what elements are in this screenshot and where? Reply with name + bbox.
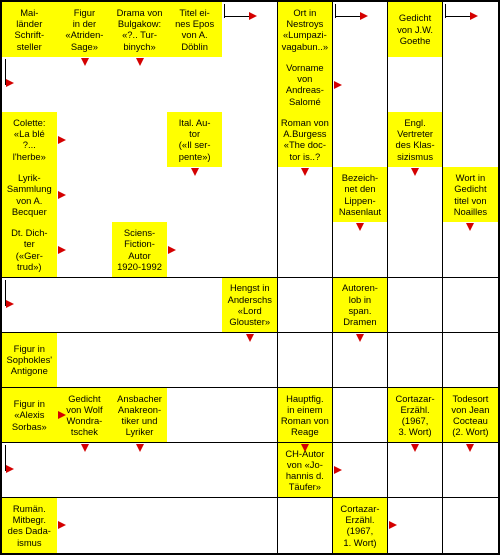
clue-cell: [443, 388, 498, 444]
answer-cell[interactable]: [222, 167, 278, 223]
answer-cell[interactable]: [443, 57, 498, 113]
answer-cell[interactable]: [443, 498, 498, 553]
answer-cell[interactable]: [57, 333, 113, 389]
clue-cell: [2, 388, 58, 444]
arrow-down-icon: [191, 168, 199, 176]
answer-cell[interactable]: [167, 443, 223, 499]
clue-text: Autoren- lob in span. Dramen: [341, 282, 378, 327]
arrow-right-icon: [58, 191, 66, 199]
clue-text: Cortazar- Erzähl. (1967, 1. Wort): [340, 503, 380, 548]
answer-cell[interactable]: [443, 278, 498, 334]
answer-cell[interactable]: [112, 112, 168, 168]
arrow-down-icon: [466, 223, 474, 231]
clue-text: Drama von Bulgakow: «?.. Tur- binych»: [116, 6, 163, 52]
answer-cell[interactable]: [167, 57, 223, 113]
answer-cell[interactable]: [222, 57, 278, 113]
answer-cell[interactable]: [388, 57, 444, 113]
answer-cell[interactable]: [57, 278, 113, 334]
clue-text: Vorname von Andreas- Salomé: [285, 61, 324, 107]
clue-text: Figur in der «Atriden- Sage»: [65, 6, 104, 52]
clue-text: Dt. Dich- ter («Ger- trud»): [11, 227, 48, 272]
clue-text: Hauptfig. in einem Roman von Reage: [280, 392, 329, 438]
arrow-down-icon: [81, 444, 89, 452]
arrow-down-icon: [356, 334, 364, 342]
clue-cell: [333, 167, 389, 223]
clue-text: Titel ei- nes Epos von A. Döblin: [175, 6, 215, 52]
answer-cell[interactable]: [167, 498, 223, 553]
arrow-down-icon: [301, 168, 309, 176]
answer-cell[interactable]: [278, 498, 334, 553]
clue-cell: [278, 2, 334, 58]
answer-cell[interactable]: [167, 278, 223, 334]
answer-cell[interactable]: [222, 498, 278, 553]
answer-cell[interactable]: [333, 112, 389, 168]
arrow-down-icon: [356, 223, 364, 231]
answer-cell[interactable]: [222, 2, 278, 58]
arrow-down-icon: [411, 168, 419, 176]
answer-cell[interactable]: [112, 333, 168, 389]
answer-cell[interactable]: [443, 333, 498, 389]
arrow-down-icon: [81, 58, 89, 66]
clue-text: Rumän. Mitbegr. des Dada- ismus: [7, 503, 51, 548]
clue-text: Cortazar- Erzähl. (1967, 3. Wort): [395, 392, 435, 438]
clue-cell: [2, 2, 58, 58]
answer-cell[interactable]: [333, 2, 389, 58]
clue-text: Ansbacher Anakreon- tiker und Lyriker: [117, 392, 162, 438]
arrow-down-icon: [136, 58, 144, 66]
arrow-right-icon: [58, 411, 66, 419]
answer-cell[interactable]: [278, 222, 334, 278]
answer-cell[interactable]: [222, 443, 278, 499]
clue-cell: [167, 112, 223, 168]
clue-cell: [57, 2, 113, 58]
answer-cell[interactable]: [443, 112, 498, 168]
clue-text: Figur in Sophokles' Antigone: [6, 343, 53, 377]
arrow-right-icon: [334, 466, 342, 474]
clue-cell: [2, 498, 58, 553]
arrow-right-icon: [58, 521, 66, 529]
clue-text: Hengst in Anderschs «Lord Glouster»: [227, 282, 272, 327]
clue-text: Wort in Gedicht titel von Noailles: [453, 172, 488, 217]
answer-cell[interactable]: [388, 333, 444, 389]
clue-cell: [2, 333, 58, 389]
clue-cell: [2, 222, 58, 278]
arrow-down-icon: [136, 444, 144, 452]
clue-cell: [167, 2, 223, 58]
clue-cell: [2, 112, 58, 168]
clue-text: Sciens- Fiction- Autor 1920-1992: [117, 227, 162, 272]
arrow-down-icon: [301, 444, 309, 452]
answer-cell[interactable]: [112, 498, 168, 553]
answer-cell[interactable]: [443, 2, 498, 58]
clue-text: Engl. Vertreter des Klas- sizismus: [395, 117, 435, 162]
answer-cell[interactable]: [112, 167, 168, 223]
answer-cell[interactable]: [333, 388, 389, 444]
answer-cell[interactable]: [388, 278, 444, 334]
clue-cell: [388, 2, 444, 58]
answer-cell[interactable]: [278, 278, 334, 334]
answer-cell[interactable]: [222, 222, 278, 278]
clue-cell: [112, 388, 168, 444]
arrow-right-icon: [334, 81, 342, 89]
answer-cell[interactable]: [167, 388, 223, 444]
answer-cell[interactable]: [388, 222, 444, 278]
clue-cell: [278, 388, 334, 444]
clue-text: Figur in «Alexis Sorbas»: [11, 398, 47, 432]
clue-cell: [112, 2, 168, 58]
clue-cell: [278, 112, 334, 168]
arrow-down-icon: [246, 334, 254, 342]
clue-text: Ort in Nestroys «Lumpazi- vagabun..»: [281, 6, 329, 52]
clue-text: Colette: «La blé ?... l'herbe»: [12, 117, 46, 162]
answer-cell[interactable]: [222, 388, 278, 444]
arrow-right-icon: [58, 246, 66, 254]
clue-text: Lyrik- Sammlung von A. Becquer: [6, 172, 52, 217]
clue-text: Roman von A.Burgess «The doc- tor is..?: [280, 117, 329, 162]
clue-text: CH-Autor von «Jo- hannis d. Täufer»: [285, 447, 325, 493]
clue-text: Bezeich- net den Lippen- Nasenlaut: [338, 172, 382, 217]
arrow-right-icon: [168, 246, 176, 254]
answer-cell[interactable]: [222, 112, 278, 168]
clue-text: Gedicht von Wolf Wondra- tschek: [66, 392, 103, 438]
answer-cell[interactable]: [167, 333, 223, 389]
clue-text: Ital. Au- tor («Il ser- pente»): [178, 117, 211, 162]
clue-cell: [388, 112, 444, 168]
arrow-right-icon: [58, 136, 66, 144]
clue-text: Gedicht von J.W. Goethe: [397, 12, 434, 46]
arrow-down-icon: [411, 444, 419, 452]
answer-cell[interactable]: [112, 278, 168, 334]
clue-cell: [333, 278, 389, 334]
clue-cell: [388, 388, 444, 444]
clue-text: Todesort von Jean Cocteau (2. Wort): [451, 392, 490, 438]
clue-text: Mai- länder Schrift- steller: [14, 6, 45, 52]
answer-cell[interactable]: [278, 333, 334, 389]
clue-cell: [2, 167, 58, 223]
clue-cell: [112, 222, 168, 278]
arrow-down-icon: [466, 444, 474, 452]
clue-cell: [333, 498, 389, 553]
arrow-right-icon: [389, 521, 397, 529]
clue-cell: [443, 167, 498, 223]
clue-cell: [222, 278, 278, 334]
clue-cell: [278, 57, 334, 113]
